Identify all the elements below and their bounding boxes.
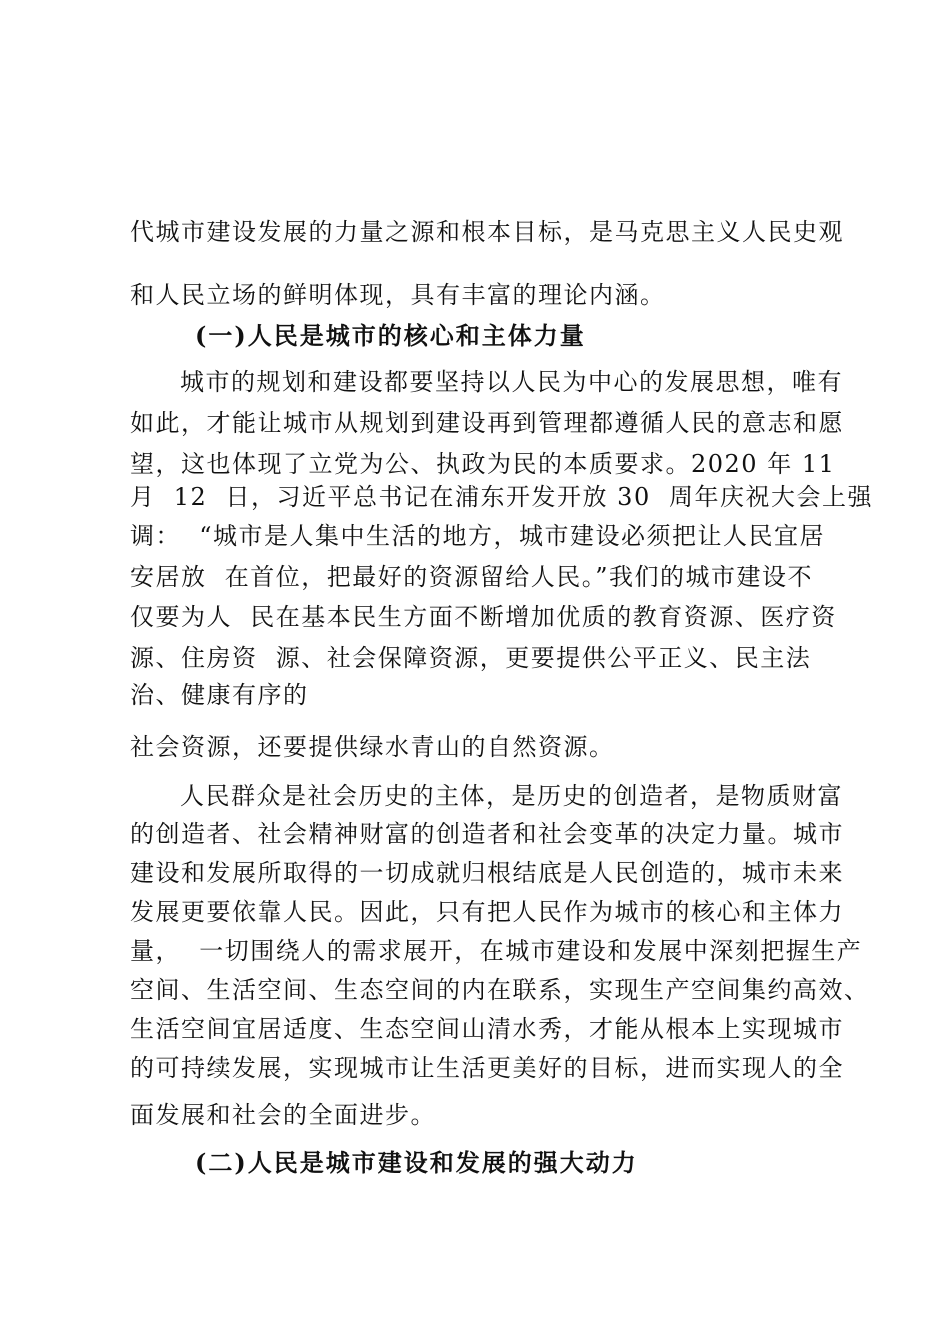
paragraph-line: 治、健康有序的: [130, 681, 309, 709]
paragraph-line: 社会资源，还要提供绿水青山的自然资源。: [130, 733, 615, 761]
paragraph-line: 望，这也体现了立党为公、执政为民的本质要求。2020 年 11: [130, 450, 836, 478]
paragraph-line: 仅要为人 民在基本民生方面不断增加优质的教育资源、医疗资: [130, 603, 837, 631]
paragraph-line: 的创造者、社会精神财富的创造者和社会变革的决定力量。城市: [130, 820, 844, 848]
paragraph-line: 城市的规划和建设都要坚持以人民为中心的发展思想，唯有: [180, 368, 843, 396]
paragraph-line: 如此，才能让城市从规划到建设再到管理都遵循人民的意志和愿: [130, 409, 844, 437]
paragraph-line: 代城市建设发展的力量之源和根本目标，是马克思主义人民史观: [130, 218, 844, 246]
section-heading-1: (一)人民是城市的核心和主体力量: [195, 321, 586, 350]
paragraph-line: 建设和发展所取得的一切成就归根结底是人民创造的，城市未来: [130, 859, 844, 887]
paragraph-line: 和人民立场的鲜明体现，具有丰富的理论内涵。: [130, 281, 666, 309]
paragraph-line: 量， 一切围绕人的需求展开，在城市建设和发展中深刻把握生产: [130, 937, 863, 965]
paragraph-line: 生活空间宜居适度、生态空间山清水秀，才能从根本上实现城市: [130, 1015, 844, 1043]
paragraph-line: 月 12 日，习近平总书记在浦东开发开放 30 周年庆祝大会上强: [130, 483, 873, 511]
paragraph-line: 发展更要依靠人民。因此，只有把人民作为城市的核心和主体力: [130, 898, 844, 926]
paragraph-line: 调： “城市是人集中生活的地方，城市建设必须把让人民宜居: [130, 522, 826, 550]
paragraph-line: 源、住房资 源、社会保障资源，更要提供公平正义、民主法: [130, 644, 812, 672]
paragraph-line: 的可持续发展，实现城市让生活更美好的目标，进而实现人的全: [130, 1054, 844, 1082]
paragraph-line: 空间、生活空间、生态空间的内在联系，实现生产空间集约高效、: [130, 976, 870, 1004]
paragraph-line: 面发展和社会的全面进步。: [130, 1101, 436, 1129]
paragraph-line: 安居放 在首位，把最好的资源留给人民。”我们的城市建设不: [130, 563, 814, 591]
paragraph-line: 人民群众是社会历史的主体，是历史的创造者，是物质财富: [180, 782, 843, 810]
section-heading-2: (二)人民是城市建设和发展的强大动力: [195, 1148, 638, 1177]
